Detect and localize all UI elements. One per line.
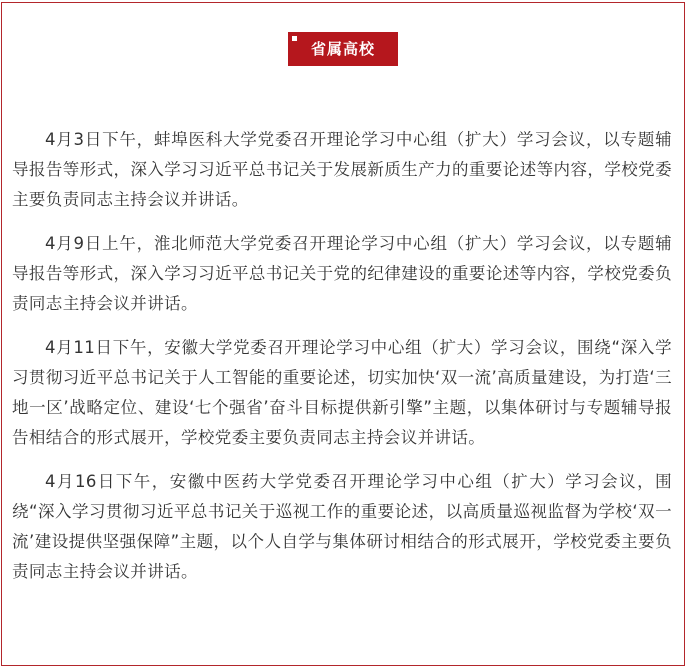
paragraph-anhui-tcm: 4月16日下午，安徽中医药大学党委召开理论学习中心组（扩大）学习会议，围绕“深入学习贯彻习近平总书记关于巡视工作的重要论述，以高质量巡视监督为学校‘双一流’建设提供坚强保障”主题，以个人自学与集体研讨相结合的形式展开，学校党委主要负责同志主持会议并讲话。 [12, 472, 672, 581]
paragraph-huaibei-normal: 4月9日上午，淮北师范大学党委召开理论学习中心组（扩大）学习会议，以专题辅导报告等形式，深入学习习近平总书记关于党的纪律建设的重要论述等内容，学校党委负责同志主持会议并讲话。 [12, 234, 672, 313]
paragraph-anhui-university: 4月11日下午，安徽大学党委召开理论学习中心组（扩大）学习会议，围绕“深入学习贯彻习近平总书记关于人工智能的重要论述，切实加快‘双一流’高质量建设，为打造‘三地一区’战略定位、建设‘七个强省’奋斗目标提供新引擎”主题，以集体研讨与专题辅导报告相结合的形式展开，学校党委主要负责同志主持会议并讲话。 [12, 338, 672, 447]
section-title: 省属高校 [310, 40, 375, 58]
section-title-tag [288, 32, 398, 66]
article-body [12, 125, 672, 601]
paragraph-bengbu-medical: 4月3日下午，蚌埠医科大学党委召开理论学习中心组（扩大）学习会议，以专题辅导报告等形式，深入学习习近平总书记关于发展新质生产力的重要论述等内容，学校党委主要负责同志主持会议并讲话。 [12, 130, 672, 209]
